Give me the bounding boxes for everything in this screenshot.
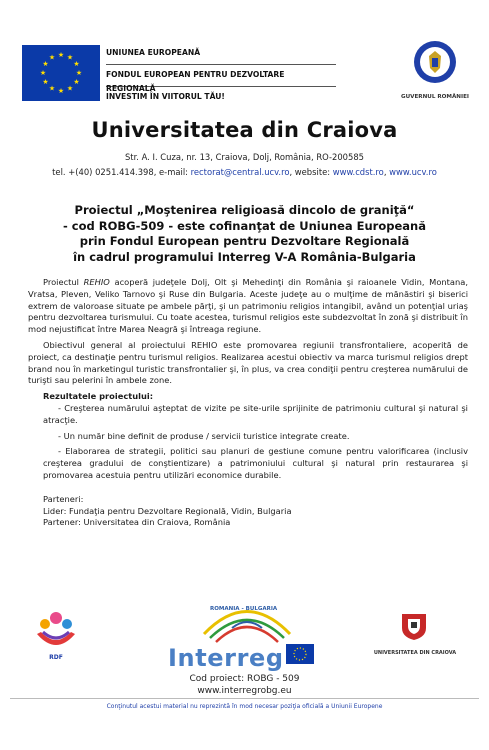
interreg-wordmark: Interreg (168, 644, 284, 672)
website-link-ucv[interactable]: www.ucv.ro (389, 167, 437, 177)
result-item: - Un număr bine definit de produse / servicii turistice integrate create. (58, 430, 350, 441)
interreg-website[interactable]: www.interregrobg.eu (197, 686, 292, 696)
gov-logo (390, 40, 480, 100)
logos-row (0, 582, 489, 672)
romanian-government-seal-icon (413, 40, 457, 84)
svg-text:★: ★ (66, 84, 74, 93)
university-contact (0, 167, 489, 177)
rdf-logo-icon (33, 606, 79, 658)
disclaimer-text: Conţinutul acestui material nu reprezintă în mod necesar poziţia oficială a Uniunii Europene (106, 703, 383, 710)
project-title-line: prin Fondul European pentru Dezvoltare Regională (79, 234, 410, 248)
eu-line-2: FONDUL EUROPEAN PENTRU DEZVOLTARE REGIONALĂ (106, 68, 336, 87)
eu-line-3: INVESTIM ÎN VIITORUL TĂU! (106, 92, 225, 101)
partner-second: Partener: Universitatea din Craiova, România (43, 517, 231, 528)
website-prefix: , website: (289, 167, 333, 177)
eu-line-1: UNIUNEA EUROPEANĂ (106, 46, 336, 65)
svg-text:★: ★ (42, 60, 49, 68)
intro-rest: acoperă judeţele Dolj, Olt şi Mehedinţi din România şi raioanele Vidin, Montana, Vratsa, Pleven, Veliko Tarnovo şi Ruse din Bulgaria. Aceste judeţe au o mulţime de mănăstiri şi biserici extrem de valoroase situate pe ambele părţi, şi un patrimoniu religios intangibil, având un potenţial uriaş pentru dezvoltarea turismului. Cu toate acestea, turismul religios este subdezvoltat în zonă şi distribuit în mod nejustificat între Marea Neagră şi întreaga regiune. (28, 277, 468, 335)
results-title: Rezultatele proiectului: (43, 391, 154, 402)
rdf-label: RDF (49, 654, 63, 661)
project-title (30, 203, 459, 265)
partner-lead: Lider: Fundaţia pentru Dezvoltare Regională, Vidin, Bulgaria (43, 505, 292, 516)
svg-text:★: ★ (57, 87, 65, 95)
intro-lead: Proiectul (43, 277, 84, 287)
header-bar (0, 0, 489, 108)
paragraph-intro (28, 277, 468, 336)
paragraph-objective: Obiectivul general al proiectului REHIO este promovarea regiunii transfrontaliere, acoperită de proiect, ca destinaţie pentru turismul religios. Realizarea acestui obiectiv va marca turismul religios drept brand nou în marketingul turistic transfrontalier şi, în plus, va crea condiţii pentru creşterea numărului de turişti sau pelerini în ambele zone. (28, 339, 468, 386)
partners-heading: Parteneri: (43, 493, 84, 504)
university-address: Str. A. I. Cuza, nr. 13, Craiova, Dolj, România, RO-200585 (124, 152, 364, 162)
footer-code-block (0, 673, 489, 697)
website-sep: , (383, 167, 390, 177)
footer-divider (10, 698, 479, 699)
romania-bulgaria-label: ROMANIA - BULGARIA (210, 606, 278, 612)
project-title-line: - cod ROBG-509 - este cofinanţat de Uniunea Europeană (63, 218, 426, 233)
gov-label: GUVERNUL ROMÂNIEI (401, 94, 469, 100)
email-link[interactable]: rectorat@central.ucv.ro (190, 167, 290, 177)
svg-text:★: ★ (48, 53, 56, 62)
body-text (28, 277, 468, 529)
ucv-crest-icon (398, 610, 430, 642)
project-title-line: în cadrul programului Interreg V-A România-Bulgaria (73, 249, 416, 264)
ucv-label: UNIVERSITATEA DIN CRAIOVA (373, 650, 457, 656)
tel-text: tel. +(40) 0251.414.398, e-mail: (52, 167, 191, 177)
svg-text:★: ★ (42, 78, 49, 86)
eu-text-block (106, 46, 336, 112)
interreg-arc-icon (202, 594, 292, 644)
svg-text:★: ★ (57, 51, 65, 59)
svg-text:★: ★ (48, 84, 56, 93)
rehio-name: REHIO (83, 277, 110, 287)
interreg-logo (162, 594, 322, 674)
svg-text:★: ★ (73, 60, 80, 68)
svg-text:★: ★ (73, 78, 80, 86)
partners-block (28, 494, 468, 529)
eu-flag-icon (22, 45, 100, 101)
result-item: - Creşterea numărului aşteptat de vizite pe site-urile sprijinite de patrimoniu cultural şi natural şi atracţie. (43, 402, 468, 425)
website-link-cdst[interactable]: www.cdst.ro (332, 167, 384, 177)
result-item: - Elaborarea de strategii, politici sau planuri de gestiune comune pentru valorificarea (inclusiv creşterea gradului de conştientizare) a patrimoniului cultural şi natural prin restaurarea şi promovarea acestuia pentru utilizări economice durabile. (43, 446, 468, 480)
university-title: Universitatea din Craiova (91, 118, 398, 142)
eu-flag-small-icon (286, 644, 314, 664)
svg-text:★: ★ (75, 69, 83, 77)
svg-text:★: ★ (66, 53, 74, 62)
svg-text:★: ★ (39, 69, 47, 77)
project-code: Cod proiect: ROBG - 509 (189, 674, 300, 684)
project-title-line: Proiectul „Moştenirea religioasă dincolo de graniţă“ (74, 203, 415, 217)
